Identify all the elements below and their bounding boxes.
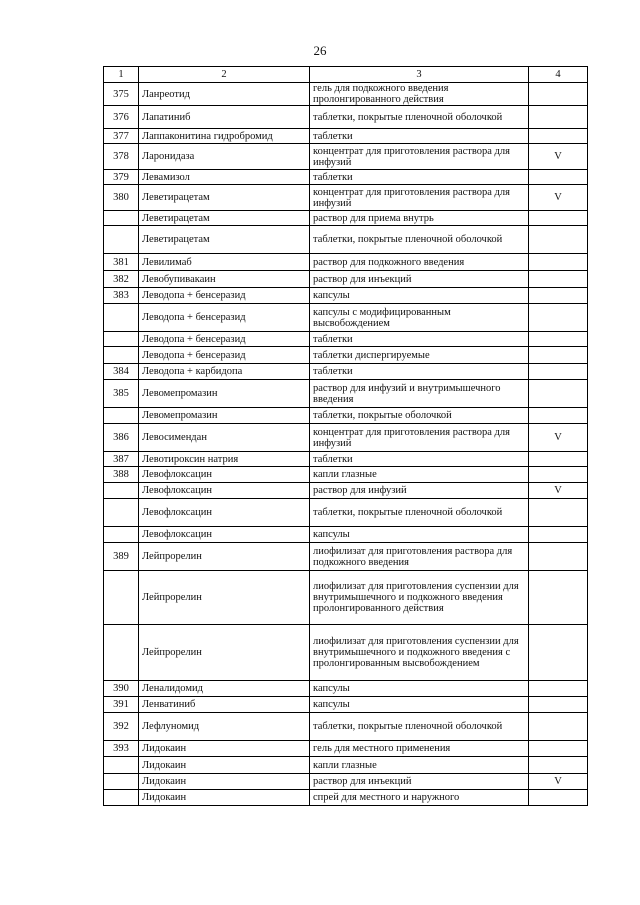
- table-row: [104, 424, 588, 452]
- mark-cell: V: [529, 144, 588, 170]
- table-row: [104, 697, 588, 713]
- row-number-cell: [104, 527, 139, 543]
- dosage-form-cell: раствор для подкожного введения: [310, 254, 529, 271]
- drug-name-cell: Лидокаин: [139, 774, 310, 790]
- mark-cell: [529, 170, 588, 185]
- mark-cell: [529, 364, 588, 380]
- row-number-cell: [104, 347, 139, 364]
- dosage-form-cell: раствор для приема внутрь: [310, 211, 529, 226]
- row-number-cell: [104, 499, 139, 527]
- dosage-form-cell: таблетки, покрытые оболочкой: [310, 408, 529, 424]
- header-cell: 4: [529, 67, 588, 83]
- drug-name-cell: Ларонидаза: [139, 144, 310, 170]
- dosage-form-cell: капли глазные: [310, 467, 529, 483]
- row-number-cell: [104, 408, 139, 424]
- mark-cell: [529, 83, 588, 106]
- dosage-form-cell: капсулы: [310, 288, 529, 304]
- dosage-form-cell: концентрат для приготовления раствора для инфузий: [310, 144, 529, 170]
- mark-cell: [529, 211, 588, 226]
- dosage-form-cell: таблетки, покрытые пленочной оболочкой: [310, 226, 529, 254]
- drug-name-cell: Леналидомид: [139, 681, 310, 697]
- mark-cell: [529, 467, 588, 483]
- dosage-form-cell: концентрат для приготовления раствора для инфузий: [310, 185, 529, 211]
- table-row: [104, 304, 588, 332]
- drug-name-cell: Леводопа + бенсеразид: [139, 347, 310, 364]
- table-row: [104, 571, 588, 625]
- mark-cell: [529, 790, 588, 806]
- row-number-cell: [104, 211, 139, 226]
- row-number-cell: 381: [104, 254, 139, 271]
- table-row: [104, 211, 588, 226]
- row-number-cell: 390: [104, 681, 139, 697]
- mark-cell: [529, 741, 588, 757]
- table-row: [104, 713, 588, 741]
- dosage-form-cell: таблетки: [310, 129, 529, 144]
- drug-name-cell: Ланреотид: [139, 83, 310, 106]
- table-row: [104, 527, 588, 543]
- mark-cell: [529, 288, 588, 304]
- table-row: [104, 741, 588, 757]
- mark-cell: [529, 757, 588, 774]
- dosage-form-cell: таблетки: [310, 332, 529, 347]
- drug-name-cell: Левофлоксацин: [139, 483, 310, 499]
- row-number-cell: 384: [104, 364, 139, 380]
- mark-cell: [529, 271, 588, 288]
- table-row: [104, 332, 588, 347]
- drug-name-cell: Левофлоксацин: [139, 467, 310, 483]
- dosage-form-cell: раствор для инъекций: [310, 774, 529, 790]
- row-number-cell: 387: [104, 452, 139, 467]
- table-row: [104, 288, 588, 304]
- dosage-form-cell: концентрат для приготовления раствора для инфузий: [310, 424, 529, 452]
- row-number-cell: 386: [104, 424, 139, 452]
- table-row: [104, 757, 588, 774]
- drug-name-cell: Лейпрорелин: [139, 543, 310, 571]
- dosage-form-cell: раствор для инъекций: [310, 271, 529, 288]
- row-number-cell: [104, 790, 139, 806]
- row-number-cell: 382: [104, 271, 139, 288]
- row-number-cell: [104, 332, 139, 347]
- mark-cell: [529, 527, 588, 543]
- row-number-cell: 380: [104, 185, 139, 211]
- row-number-cell: 375: [104, 83, 139, 106]
- row-number-cell: [104, 757, 139, 774]
- drug-name-cell: Леводопа + бенсеразид: [139, 304, 310, 332]
- mark-cell: [529, 347, 588, 364]
- mark-cell: [529, 697, 588, 713]
- table-row: [104, 254, 588, 271]
- drug-name-cell: Левобупивакаин: [139, 271, 310, 288]
- row-number-cell: 379: [104, 170, 139, 185]
- row-number-cell: 378: [104, 144, 139, 170]
- dosage-form-cell: таблетки, покрытые пленочной оболочкой: [310, 713, 529, 741]
- mark-cell: [529, 625, 588, 681]
- drug-name-cell: Лаппаконитина гидробромид: [139, 129, 310, 144]
- table-row: [104, 347, 588, 364]
- mark-cell: [529, 681, 588, 697]
- mark-cell: [529, 543, 588, 571]
- mark-cell: [529, 571, 588, 625]
- mark-cell: V: [529, 774, 588, 790]
- drug-name-cell: Лейпрорелин: [139, 571, 310, 625]
- mark-cell: [529, 452, 588, 467]
- table-row: [104, 681, 588, 697]
- row-number-cell: [104, 774, 139, 790]
- table-row: [104, 625, 588, 681]
- mark-cell: [529, 408, 588, 424]
- table-row: [104, 499, 588, 527]
- drug-name-cell: Ленватиниб: [139, 697, 310, 713]
- table-row: [104, 408, 588, 424]
- dosage-form-cell: гель для подкожного введения пролонгированного действия: [310, 83, 529, 106]
- mark-cell: [529, 332, 588, 347]
- dosage-form-cell: таблетки: [310, 452, 529, 467]
- table-row: [104, 106, 588, 129]
- table-row: [104, 774, 588, 790]
- table-row: [104, 271, 588, 288]
- row-number-cell: 385: [104, 380, 139, 408]
- table-row: [104, 129, 588, 144]
- dosage-form-cell: капсулы: [310, 681, 529, 697]
- row-number-cell: [104, 304, 139, 332]
- dosage-form-cell: лиофилизат для приготовления суспензии для внутримышечного и подкожного введения пролонгированного действия: [310, 571, 529, 625]
- page-number: 26: [313, 43, 327, 58]
- table-row: [104, 364, 588, 380]
- dosage-form-cell: капсулы с модифицированным высвобождением: [310, 304, 529, 332]
- drug-name-cell: Лефлуномид: [139, 713, 310, 741]
- dosage-form-cell: раствор для инфузий: [310, 483, 529, 499]
- drug-name-cell: Левомепромазин: [139, 380, 310, 408]
- drug-table: [103, 66, 588, 806]
- drug-name-cell: Леводопа + бенсеразид: [139, 288, 310, 304]
- row-number-cell: 376: [104, 106, 139, 129]
- mark-cell: [529, 254, 588, 271]
- drug-name-cell: Лейпрорелин: [139, 625, 310, 681]
- mark-cell: [529, 226, 588, 254]
- drug-name-cell: Левотироксин натрия: [139, 452, 310, 467]
- dosage-form-cell: таблетки: [310, 364, 529, 380]
- drug-name-cell: Левосимендан: [139, 424, 310, 452]
- drug-name-cell: Леветирацетам: [139, 226, 310, 254]
- mark-cell: [529, 129, 588, 144]
- table-row: [104, 790, 588, 806]
- mark-cell: V: [529, 483, 588, 499]
- dosage-form-cell: капсулы: [310, 527, 529, 543]
- drug-name-cell: Леводопа + бенсеразид: [139, 332, 310, 347]
- table-row: [104, 83, 588, 106]
- header-cell: 1: [104, 67, 139, 83]
- table-header-row: [104, 67, 588, 83]
- row-number-cell: [104, 571, 139, 625]
- drug-name-cell: Лапатиниб: [139, 106, 310, 129]
- mark-cell: [529, 713, 588, 741]
- row-number-cell: 388: [104, 467, 139, 483]
- dosage-form-cell: таблетки, покрытые пленочной оболочкой: [310, 106, 529, 129]
- dosage-form-cell: таблетки: [310, 170, 529, 185]
- table-row: [104, 144, 588, 170]
- row-number-cell: [104, 625, 139, 681]
- row-number-cell: [104, 226, 139, 254]
- row-number-cell: 389: [104, 543, 139, 571]
- dosage-form-cell: лиофилизат для приготовления суспензии для внутримышечного и подкожного введения с пролонгированным высвобождением: [310, 625, 529, 681]
- drug-name-cell: Левофлоксацин: [139, 499, 310, 527]
- drug-name-cell: Левамизол: [139, 170, 310, 185]
- mark-cell: V: [529, 424, 588, 452]
- dosage-form-cell: гель для местного применения: [310, 741, 529, 757]
- drug-name-cell: Лидокаин: [139, 741, 310, 757]
- mark-cell: [529, 380, 588, 408]
- table-row: [104, 543, 588, 571]
- drug-name-cell: Леветирацетам: [139, 185, 310, 211]
- row-number-cell: 392: [104, 713, 139, 741]
- table-row: [104, 452, 588, 467]
- table-row: [104, 483, 588, 499]
- drug-name-cell: Левофлоксацин: [139, 527, 310, 543]
- drug-name-cell: Леветирацетам: [139, 211, 310, 226]
- mark-cell: [529, 499, 588, 527]
- table-row: [104, 380, 588, 408]
- row-number-cell: 391: [104, 697, 139, 713]
- row-number-cell: 383: [104, 288, 139, 304]
- header-cell: 2: [139, 67, 310, 83]
- dosage-form-cell: капсулы: [310, 697, 529, 713]
- drug-name-cell: Левилимаб: [139, 254, 310, 271]
- table-row: [104, 226, 588, 254]
- drug-name-cell: Лидокаин: [139, 757, 310, 774]
- mark-cell: [529, 304, 588, 332]
- mark-cell: V: [529, 185, 588, 211]
- drug-name-cell: Лидокаин: [139, 790, 310, 806]
- dosage-form-cell: таблетки, покрытые пленочной оболочкой: [310, 499, 529, 527]
- dosage-form-cell: таблетки диспергируемые: [310, 347, 529, 364]
- dosage-form-cell: лиофилизат для приготовления раствора для подкожного введения: [310, 543, 529, 571]
- drug-name-cell: Левомепромазин: [139, 408, 310, 424]
- table-row: [104, 185, 588, 211]
- row-number-cell: 377: [104, 129, 139, 144]
- row-number-cell: [104, 483, 139, 499]
- dosage-form-cell: раствор для инфузий и внутримышечного введения: [310, 380, 529, 408]
- dosage-form-cell: спрей для местного и наружного: [310, 790, 529, 806]
- row-number-cell: 393: [104, 741, 139, 757]
- table-row: [104, 467, 588, 483]
- dosage-form-cell: капли глазные: [310, 757, 529, 774]
- mark-cell: [529, 106, 588, 129]
- drug-name-cell: Леводопа + карбидопа: [139, 364, 310, 380]
- table-row: [104, 170, 588, 185]
- header-cell: 3: [310, 67, 529, 83]
